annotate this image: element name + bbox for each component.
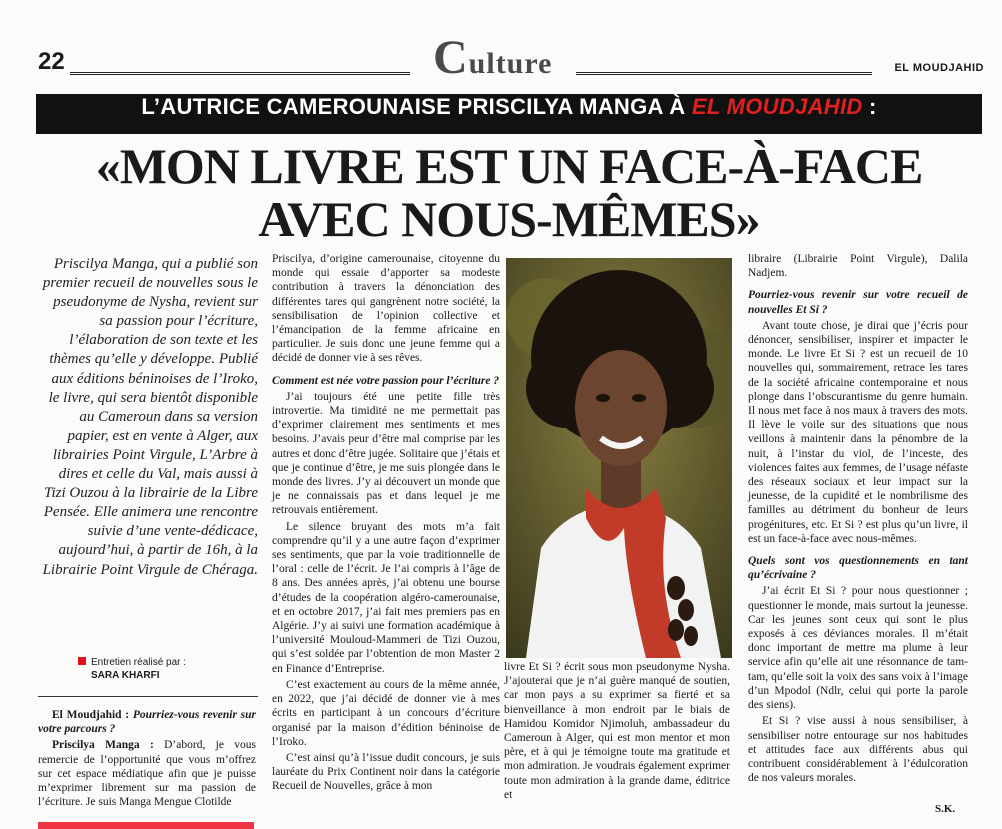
headline-line-1: «MON LIVRE EST UN FACE-À-FACE — [95, 138, 923, 194]
col4-p2: J’ai écrit Et Si ? pour nous questionner ; questionner le monde, mais surtout la jeunesse. Car les jeunes sont ceux qui sont le plus exposés à ces déviances morales. Il m’était donc important de mettre ma plume à leur service afin qu’elle ait une résonnance de tam-tam, qu’elle soit la voix des sans voix à l’image d’un Mpodol (Ndlr, celui qui porte la parole des siens). — [748, 585, 968, 712]
headline-line-2: AVEC NOUS-MÊMES» — [258, 190, 760, 247]
column-4 — [748, 252, 968, 787]
kicker-main: L’AUTRICE CAMEROUNAISE PRISCILYA MANGA À — [141, 94, 692, 119]
col1-a-lead: Priscilya Manga : — [52, 739, 165, 752]
col4-question-1: Pourriez-vous revenir sur votre recueil de nouvelles Et Si ? — [748, 289, 968, 316]
col4-p0: libraire (Librairie Point Virgule), Dalila Nadjem. — [748, 253, 968, 280]
col3-p1: livre Et Si ? écrit sous mon pseudonyme Nysha. J’ajouterai que je n’ai guère manqué de soutien, car mon pays a su exprimer sa fierté et sa bienveillance à mon endroit par le biais de Hamidou Komidor Njimoluh, ambassadeur du Cameroun à Alger, qui est mon mentor et mon père, et à qui je témoigne toute ma gratitude et mon admiration. Je voudrais également exprimer toute mon admiration à la grande dame, éditrice et — [504, 661, 730, 801]
page-number: 22 — [38, 48, 65, 75]
kicker-bar — [36, 94, 982, 134]
column-3 — [504, 660, 730, 804]
kicker-highlight: EL MOUDJAHID — [691, 94, 863, 119]
col2-p1: Priscilya, d’origine camerounaise, citoyenne du monde qui essaie d’apporter sa modeste contribution à travers la dénonciation des différentes tares qui gangrènent notre société, la sensibilisation de l’opinion collective et l’émancipation de la femme africaine en particulier. Je suis donc une jeune femme qui a décidé de donner vie à ses rêves. — [272, 253, 500, 365]
col2-p3: Le silence bruyant des mots m’a fait comprendre qu’il y a une autre façon d’exprimer ses sentiments, que par la voie traditionnelle de l’oral : celle de l’écrit. Je l’ai compris à l’âge de 8 ans. Des années après, j’ai obtenu une bourse d’études de la coopération algéro-camerounaise, et en octobre 2017, j’ai fait mes premiers pas en Algérie. J’y ai suivi une formation académique à l’université Mouloud-Mammeri de Tizi Ouzou, qui s’est soldée par l’obtention de mon Master 2 en Finance d’Entreprise. — [272, 520, 500, 675]
col4-p3: Et Si ? vise aussi à nous sensibiliser, à sensibiliser notre entourage sur nos habitudes et attitudes face aux différents abus qui contribuent considérablement à l’édulcoration de nos valeurs morales. — [748, 715, 968, 785]
col1-question — [38, 708, 256, 736]
col4-p1: Avant toute chose, je dirai que j’écris pour dénoncer, sensibiliser, inspirer et impacter le monde. Le livre Et Si ? est un recueil de 10 nouvelles qui, sommairement, retrace les tares de la société africaine contemporaine et nous plonge dans l’obscurantisme du genre humain. Il nous met face à nos maux à travers des mots. Il lève le voile sur des situations que nous veillons à maintenir dans la pénombre de la nuit, à l’instar du viol, de l’inceste, des violences faites aux femmes, de l’usage néfaste des réseaux sociaux et leur impact sur la jeunesse, de la cupidité et le nombrilisme des familles au détriment du bonheur de leurs progénitures, etc. Et Si ? est plus qu’un livre, il est un face-à-face avec nous-mêmes. — [748, 319, 968, 545]
col1-answer — [38, 738, 256, 809]
column-1 — [38, 708, 256, 811]
credit-label: Entretien réalisé par : — [91, 657, 187, 668]
author-portrait-photo — [506, 258, 732, 658]
credit-divider — [38, 696, 258, 697]
lede: Priscilya Manga, qui a publié son premier recueil de nouvelles sous le pseudonyme de Nysha, revient sur sa passion pour l’écriture, l’élaboration de son texte et les thèmes qu’elle y développe. Publié aux éditions béninoises de l’Iroko, le livre, qui sera bientôt disponible au Cameroun dans sa version papier, est en vente à Alger, aux librairies Point Virgule, L’Arbre à dires et celle du Val, mais aussi à Tizi Ouzou à la librairie de la Libre Pensée. Elle animera une rencontre suivie d’une vente-dédicace, aujourd’hui, à partir de 16h, à la Librairie Point Virgule de Chéraga. — [42, 256, 258, 578]
col2-p4: C’est exactement au cours de la même année, en 2022, que j’ai décidé de donner vie à mes écrits en participant à un concours d’écriture organisé par la maison d’édition béninoise de l’Iroko. — [272, 678, 500, 748]
headline — [36, 140, 982, 245]
col2-p5: C’est ainsi qu’à l’issue dudit concours, je suis lauréate du Prix Continent noir dans la catégorie Recueil de Nouvelles, grâce à mon — [272, 751, 500, 793]
col2-p2: J’ai toujours été une petite fille très introvertie. Ma timidité ne me permettait pas d’exprimer clairement mes sentiments et mes besoins. J’avais peur d’être mal comprise par les autres et donc d’être jugée. Solitaire que j’étais et que je continue d’être, je me suis plongée dans le monde des livres. J’y ai découvert un monde que je ne connaissais pas et dans lequel je me retrouvais entièrement. — [272, 390, 500, 517]
col1-q-lead: El Moudjahid : — [52, 709, 133, 721]
masthead: EL MOUDJAHID — [894, 62, 984, 74]
portrait-illustration — [506, 258, 732, 658]
signature: S.K. — [935, 803, 956, 815]
header-rule-left — [70, 72, 410, 75]
kicker-text — [36, 94, 982, 120]
credit-author: SARA KHARFI — [91, 670, 160, 681]
section-name: ulture — [468, 47, 553, 80]
col1-q-text: Pourriez-vous revenir sur votre parcours ? — [38, 709, 256, 736]
col2-question-1: Comment est née votre passion pour l’écriture ? — [272, 374, 500, 387]
section-initial: C — [433, 31, 469, 84]
column-2 — [272, 252, 500, 796]
section-title — [433, 30, 552, 85]
red-square-icon — [78, 657, 86, 665]
col1-a-text: D’abord, je vous remercie de l’opportunité que vous m’offrez sur cet espace médiatique afin que je puisse m’exprimer librement sur ma passion de l’écriture. Je suis Manga Mengue Clotilde — [38, 739, 257, 809]
kicker-end: : — [862, 94, 877, 119]
interview-credit — [78, 656, 258, 682]
red-footer-bar — [38, 822, 254, 829]
col4-question-2: Quels sont vos questionnements en tant qu’écrivaine ? — [748, 555, 968, 582]
header-rule-right — [576, 72, 872, 75]
